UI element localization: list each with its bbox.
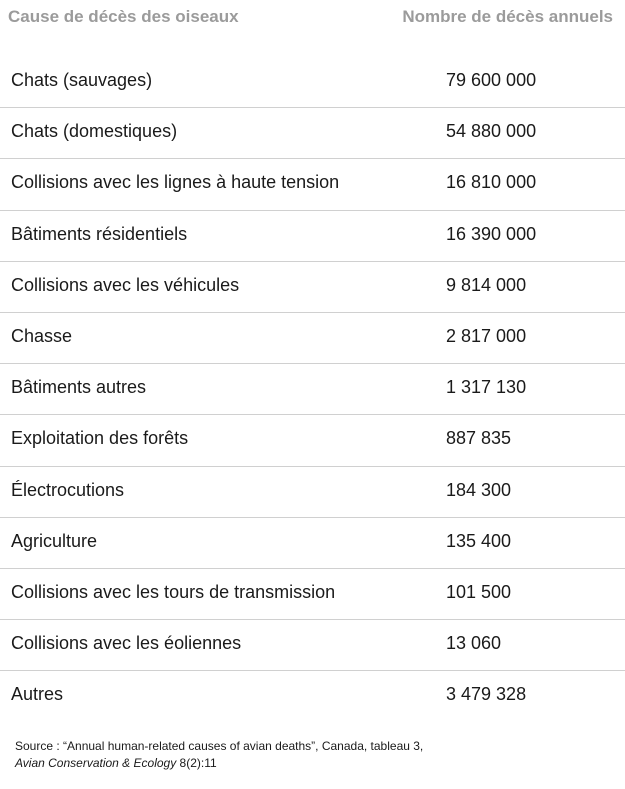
header-count: Nombre de décès annuels <box>402 7 613 26</box>
row-cause: Collisions avec les lignes à haute tension <box>11 172 340 193</box>
table-header <box>0 7 625 33</box>
row-count: 16 390 000 <box>446 223 537 244</box>
table-row <box>0 211 625 262</box>
table-row <box>0 620 625 671</box>
table-row <box>0 569 625 620</box>
row-count: 54 880 000 <box>446 121 537 142</box>
row-count: 101 500 <box>446 581 512 602</box>
table-row <box>0 262 625 313</box>
row-cause: Bâtiments résidentiels <box>11 223 188 244</box>
row-cause: Collisions avec les éoliennes <box>11 633 242 654</box>
header-cause: Cause de décès des oiseaux <box>8 7 239 26</box>
table-row <box>0 108 625 159</box>
table-row <box>0 159 625 210</box>
row-count: 16 810 000 <box>446 172 537 193</box>
row-count: 887 835 <box>446 428 512 449</box>
row-cause: Autres <box>11 684 64 705</box>
row-cause: Chats (sauvages) <box>11 70 153 90</box>
row-count: 1 317 130 <box>446 377 527 398</box>
table-body <box>0 57 625 722</box>
table-row <box>0 57 625 108</box>
row-cause: Chats (domestiques) <box>11 121 178 142</box>
table-row <box>0 415 625 466</box>
table-row <box>0 467 625 518</box>
table-row <box>0 364 625 415</box>
row-count: 79 600 000 <box>446 70 537 90</box>
source-ref: 8(2):11 <box>176 756 217 770</box>
source-line-1: Source : “Annual human-related causes of avian deaths”, Canada, tableau 3, <box>15 739 424 753</box>
source-line-2 <box>15 755 423 772</box>
row-count: 3 479 328 <box>446 684 527 705</box>
row-cause: Exploitation des forêts <box>11 428 189 449</box>
row-count: 9 814 000 <box>446 274 527 295</box>
row-cause: Électrocutions <box>11 479 125 500</box>
row-cause: Collisions avec les véhicules <box>11 274 240 295</box>
row-cause: Agriculture <box>11 530 98 551</box>
source-journal: Avian Conservation & Ecology <box>15 756 177 770</box>
row-count: 135 400 <box>446 530 512 551</box>
row-count: 2 817 000 <box>446 325 527 346</box>
row-cause: Chasse <box>11 325 73 346</box>
row-cause: Bâtiments autres <box>11 377 147 398</box>
row-cause: Collisions avec les tours de transmission <box>11 581 336 602</box>
row-count: 13 060 <box>446 633 502 654</box>
source-note <box>15 738 423 772</box>
table-row <box>0 518 625 569</box>
row-count: 184 300 <box>446 479 512 500</box>
table-row <box>0 671 625 722</box>
table-row <box>0 313 625 364</box>
